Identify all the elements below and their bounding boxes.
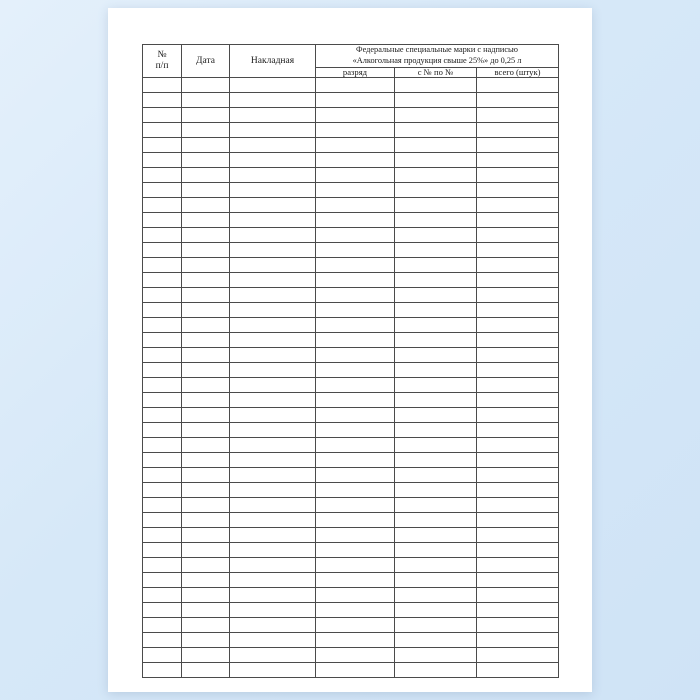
- table-cell[interactable]: [316, 543, 395, 558]
- table-cell[interactable]: [143, 348, 182, 363]
- table-cell[interactable]: [395, 633, 477, 648]
- table-cell[interactable]: [143, 318, 182, 333]
- table-cell[interactable]: [182, 438, 230, 453]
- table-cell[interactable]: [230, 603, 316, 618]
- table-cell[interactable]: [395, 648, 477, 663]
- table-cell[interactable]: [395, 408, 477, 423]
- table-row: [143, 363, 559, 378]
- table-row: [143, 303, 559, 318]
- table-cell[interactable]: [182, 573, 230, 588]
- table-cell[interactable]: [477, 273, 559, 288]
- table-cell[interactable]: [182, 213, 230, 228]
- table-cell[interactable]: [182, 78, 230, 93]
- table-cell[interactable]: [395, 543, 477, 558]
- table-row: [143, 393, 559, 408]
- table-cell[interactable]: [143, 288, 182, 303]
- table-row: [143, 423, 559, 438]
- column-header-range: с № по №: [395, 67, 477, 78]
- table-cell[interactable]: [395, 273, 477, 288]
- table-cell[interactable]: [143, 663, 182, 678]
- table-cell[interactable]: [143, 618, 182, 633]
- table-cell[interactable]: [395, 243, 477, 258]
- table-cell[interactable]: [230, 183, 316, 198]
- table-cell[interactable]: [143, 498, 182, 513]
- table-cell[interactable]: [395, 573, 477, 588]
- table-row: [143, 453, 559, 468]
- table-cell[interactable]: [182, 543, 230, 558]
- table-cell[interactable]: [182, 348, 230, 363]
- table-cell[interactable]: [395, 213, 477, 228]
- table-cell[interactable]: [477, 513, 559, 528]
- table-cell[interactable]: [477, 363, 559, 378]
- table-cell[interactable]: [143, 168, 182, 183]
- table-row: [143, 153, 559, 168]
- table-cell[interactable]: [477, 288, 559, 303]
- table-cell[interactable]: [395, 123, 477, 138]
- table-cell[interactable]: [395, 603, 477, 618]
- table-cell[interactable]: [395, 198, 477, 213]
- table-cell[interactable]: [230, 618, 316, 633]
- table-cell[interactable]: [182, 153, 230, 168]
- table-cell[interactable]: [143, 303, 182, 318]
- table-cell[interactable]: [182, 303, 230, 318]
- table-cell[interactable]: [316, 663, 395, 678]
- table-cell[interactable]: [395, 423, 477, 438]
- table-cell[interactable]: [316, 138, 395, 153]
- table-cell[interactable]: [143, 138, 182, 153]
- table-cell[interactable]: [316, 93, 395, 108]
- table-cell[interactable]: [316, 558, 395, 573]
- table-row: [143, 498, 559, 513]
- table-row: [143, 138, 559, 153]
- table-cell[interactable]: [182, 183, 230, 198]
- table-cell[interactable]: [143, 438, 182, 453]
- table-cell[interactable]: [395, 618, 477, 633]
- table-cell[interactable]: [395, 318, 477, 333]
- table-row: [143, 273, 559, 288]
- document-page: [108, 8, 592, 692]
- table-cell[interactable]: [316, 363, 395, 378]
- table-cell[interactable]: [182, 108, 230, 123]
- table-cell[interactable]: [182, 423, 230, 438]
- table-cell[interactable]: [143, 258, 182, 273]
- table-cell[interactable]: [230, 153, 316, 168]
- table-cell[interactable]: [182, 648, 230, 663]
- table-cell[interactable]: [395, 183, 477, 198]
- table-cell[interactable]: [477, 558, 559, 573]
- table-cell[interactable]: [395, 288, 477, 303]
- table-cell[interactable]: [143, 78, 182, 93]
- table-cell[interactable]: [316, 333, 395, 348]
- table-row: [143, 258, 559, 273]
- table-cell[interactable]: [316, 453, 395, 468]
- table-cell[interactable]: [477, 633, 559, 648]
- column-group-header-stamps: [316, 45, 559, 68]
- table-cell[interactable]: [316, 153, 395, 168]
- table-cell[interactable]: [182, 633, 230, 648]
- table-cell[interactable]: [143, 108, 182, 123]
- table-cell[interactable]: [477, 123, 559, 138]
- table-cell[interactable]: [230, 318, 316, 333]
- table-cell[interactable]: [477, 603, 559, 618]
- table-cell[interactable]: [143, 453, 182, 468]
- table-cell[interactable]: [230, 138, 316, 153]
- table-row: [143, 633, 559, 648]
- table-cell[interactable]: [316, 468, 395, 483]
- table-cell[interactable]: [316, 303, 395, 318]
- table-cell[interactable]: [316, 243, 395, 258]
- table-cell[interactable]: [230, 303, 316, 318]
- table-cell[interactable]: [143, 273, 182, 288]
- table-cell[interactable]: [477, 423, 559, 438]
- table-cell[interactable]: [230, 588, 316, 603]
- table-cell[interactable]: [395, 303, 477, 318]
- table-cell[interactable]: [477, 648, 559, 663]
- table-row: [143, 543, 559, 558]
- table-cell[interactable]: [230, 498, 316, 513]
- table-cell[interactable]: [143, 558, 182, 573]
- table-cell[interactable]: [316, 198, 395, 213]
- table-cell[interactable]: [477, 543, 559, 558]
- table-row: [143, 558, 559, 573]
- table-cell[interactable]: [182, 333, 230, 348]
- table-cell[interactable]: [143, 243, 182, 258]
- table-cell[interactable]: [182, 243, 230, 258]
- table-cell[interactable]: [230, 228, 316, 243]
- table-cell[interactable]: [230, 258, 316, 273]
- table-cell[interactable]: [143, 633, 182, 648]
- table-cell[interactable]: [477, 318, 559, 333]
- table-row: [143, 288, 559, 303]
- table-cell[interactable]: [316, 288, 395, 303]
- table-row: [143, 483, 559, 498]
- table-row: [143, 348, 559, 363]
- table-row: [143, 618, 559, 633]
- table-cell[interactable]: [230, 213, 316, 228]
- table-cell[interactable]: [143, 93, 182, 108]
- table-cell[interactable]: [182, 588, 230, 603]
- column-header-number-line1: №: [157, 50, 167, 61]
- table-row: [143, 78, 559, 93]
- table-cell[interactable]: [477, 408, 559, 423]
- table-cell[interactable]: [230, 543, 316, 558]
- table-cell[interactable]: [316, 513, 395, 528]
- table-cell[interactable]: [477, 393, 559, 408]
- table-cell[interactable]: [477, 213, 559, 228]
- table-cell[interactable]: [316, 483, 395, 498]
- table-cell[interactable]: [230, 288, 316, 303]
- table-cell[interactable]: [182, 513, 230, 528]
- table-cell[interactable]: [143, 183, 182, 198]
- table-cell[interactable]: [395, 663, 477, 678]
- table-cell[interactable]: [182, 378, 230, 393]
- table-cell[interactable]: [182, 363, 230, 378]
- table-cell[interactable]: [395, 93, 477, 108]
- table-row: [143, 243, 559, 258]
- header-row-main: [143, 45, 559, 68]
- table-row: [143, 108, 559, 123]
- column-header-number: [143, 45, 182, 78]
- table-row: [143, 528, 559, 543]
- table-cell[interactable]: [395, 468, 477, 483]
- table-cell[interactable]: [316, 273, 395, 288]
- table-cell[interactable]: [230, 573, 316, 588]
- table-cell[interactable]: [316, 408, 395, 423]
- table-cell[interactable]: [143, 393, 182, 408]
- table-cell[interactable]: [477, 303, 559, 318]
- table-cell[interactable]: [143, 468, 182, 483]
- table-cell[interactable]: [182, 258, 230, 273]
- table-row: [143, 213, 559, 228]
- table-row: [143, 198, 559, 213]
- column-header-rank: разряд: [316, 67, 395, 78]
- table-cell[interactable]: [477, 468, 559, 483]
- table-row: [143, 183, 559, 198]
- table-cell[interactable]: [230, 468, 316, 483]
- table-cell[interactable]: [316, 78, 395, 93]
- table-cell[interactable]: [477, 663, 559, 678]
- table-cell[interactable]: [316, 348, 395, 363]
- table-cell[interactable]: [477, 243, 559, 258]
- table-cell[interactable]: [395, 153, 477, 168]
- table-cell[interactable]: [477, 528, 559, 543]
- table-cell[interactable]: [395, 258, 477, 273]
- table-cell[interactable]: [395, 168, 477, 183]
- table-row: [143, 513, 559, 528]
- table-cell[interactable]: [477, 153, 559, 168]
- table-cell[interactable]: [395, 453, 477, 468]
- table-cell[interactable]: [477, 573, 559, 588]
- table-cell[interactable]: [182, 528, 230, 543]
- table-cell[interactable]: [316, 213, 395, 228]
- table-cell[interactable]: [143, 408, 182, 423]
- table-cell[interactable]: [230, 273, 316, 288]
- table-row: [143, 603, 559, 618]
- table-cell[interactable]: [316, 318, 395, 333]
- table-cell[interactable]: [316, 498, 395, 513]
- table-cell[interactable]: [316, 123, 395, 138]
- table-cell[interactable]: [230, 483, 316, 498]
- table-cell[interactable]: [477, 588, 559, 603]
- table-cell[interactable]: [316, 573, 395, 588]
- table-cell[interactable]: [230, 168, 316, 183]
- table-cell[interactable]: [182, 453, 230, 468]
- table-cell[interactable]: [316, 603, 395, 618]
- table-cell[interactable]: [230, 423, 316, 438]
- table-cell[interactable]: [230, 123, 316, 138]
- table-cell[interactable]: [182, 408, 230, 423]
- table-cell[interactable]: [230, 408, 316, 423]
- table-cell[interactable]: [143, 648, 182, 663]
- table-cell[interactable]: [230, 633, 316, 648]
- table-cell[interactable]: [316, 618, 395, 633]
- table-cell[interactable]: [395, 363, 477, 378]
- table-cell[interactable]: [182, 618, 230, 633]
- table-cell[interactable]: [230, 528, 316, 543]
- table-cell[interactable]: [477, 483, 559, 498]
- table-cell[interactable]: [143, 423, 182, 438]
- table-cell[interactable]: [230, 348, 316, 363]
- table-cell[interactable]: [230, 78, 316, 93]
- table-cell[interactable]: [477, 333, 559, 348]
- table-cell[interactable]: [316, 228, 395, 243]
- table-cell[interactable]: [316, 168, 395, 183]
- table-cell[interactable]: [395, 498, 477, 513]
- table-cell[interactable]: [395, 588, 477, 603]
- table-cell[interactable]: [230, 648, 316, 663]
- table-cell[interactable]: [182, 393, 230, 408]
- table-cell[interactable]: [395, 513, 477, 528]
- table-cell[interactable]: [395, 333, 477, 348]
- table-row: [143, 123, 559, 138]
- table-cell[interactable]: [143, 528, 182, 543]
- table-cell[interactable]: [316, 633, 395, 648]
- table-cell[interactable]: [477, 138, 559, 153]
- register-table: [142, 44, 559, 678]
- table-cell[interactable]: [143, 198, 182, 213]
- table-row: [143, 438, 559, 453]
- table-cell[interactable]: [143, 483, 182, 498]
- table-cell[interactable]: [316, 438, 395, 453]
- table-cell[interactable]: [143, 228, 182, 243]
- table-cell[interactable]: [477, 498, 559, 513]
- table-cell[interactable]: [477, 198, 559, 213]
- table-row: [143, 573, 559, 588]
- table-cell[interactable]: [477, 258, 559, 273]
- table-cell[interactable]: [143, 603, 182, 618]
- table-cell[interactable]: [143, 153, 182, 168]
- table-cell[interactable]: [182, 198, 230, 213]
- table-cell[interactable]: [182, 138, 230, 153]
- table-cell[interactable]: [477, 168, 559, 183]
- table-cell[interactable]: [230, 393, 316, 408]
- table-cell[interactable]: [395, 378, 477, 393]
- table-cell[interactable]: [477, 438, 559, 453]
- table-cell[interactable]: [477, 378, 559, 393]
- table-cell[interactable]: [143, 588, 182, 603]
- table-cell[interactable]: [477, 348, 559, 363]
- table-row: [143, 588, 559, 603]
- column-header-invoice: Накладная: [230, 45, 316, 78]
- table-row: [143, 93, 559, 108]
- table-row: [143, 228, 559, 243]
- table-cell[interactable]: [230, 198, 316, 213]
- table-cell[interactable]: [316, 588, 395, 603]
- table-cell[interactable]: [182, 468, 230, 483]
- table-row: [143, 468, 559, 483]
- table-head: [143, 45, 559, 78]
- table-cell[interactable]: [143, 213, 182, 228]
- table-cell[interactable]: [395, 528, 477, 543]
- table-cell[interactable]: [182, 318, 230, 333]
- table-cell[interactable]: [182, 228, 230, 243]
- table-row: [143, 168, 559, 183]
- table-cell[interactable]: [143, 363, 182, 378]
- table-row: [143, 333, 559, 348]
- table-cell[interactable]: [395, 228, 477, 243]
- table-cell[interactable]: [477, 618, 559, 633]
- table-row: [143, 408, 559, 423]
- table-cell[interactable]: [477, 78, 559, 93]
- table-cell[interactable]: [182, 483, 230, 498]
- table-cell[interactable]: [182, 663, 230, 678]
- table-cell[interactable]: [182, 498, 230, 513]
- table-cell[interactable]: [143, 543, 182, 558]
- table-cell[interactable]: [316, 528, 395, 543]
- table-cell[interactable]: [230, 663, 316, 678]
- table-cell[interactable]: [316, 393, 395, 408]
- table-cell[interactable]: [395, 108, 477, 123]
- table-cell[interactable]: [230, 363, 316, 378]
- table-cell[interactable]: [230, 438, 316, 453]
- table-cell[interactable]: [395, 138, 477, 153]
- table-cell[interactable]: [316, 648, 395, 663]
- table-cell[interactable]: [477, 228, 559, 243]
- table-cell[interactable]: [316, 108, 395, 123]
- table-cell[interactable]: [230, 93, 316, 108]
- table-body: [143, 78, 559, 678]
- table-cell[interactable]: [230, 558, 316, 573]
- table-container: [142, 44, 558, 678]
- table-cell[interactable]: [143, 513, 182, 528]
- table-cell[interactable]: [395, 78, 477, 93]
- table-cell[interactable]: [143, 333, 182, 348]
- group-header-line1: Федеральные специальные марки с надписью: [356, 45, 518, 54]
- table-cell[interactable]: [182, 288, 230, 303]
- table-cell[interactable]: [230, 243, 316, 258]
- table-cell[interactable]: [395, 438, 477, 453]
- table-row: [143, 378, 559, 393]
- table-cell[interactable]: [182, 603, 230, 618]
- table-cell[interactable]: [477, 93, 559, 108]
- table-cell[interactable]: [395, 393, 477, 408]
- table-cell[interactable]: [230, 108, 316, 123]
- table-cell[interactable]: [316, 378, 395, 393]
- table-cell[interactable]: [230, 453, 316, 468]
- table-row: [143, 648, 559, 663]
- column-header-date: Дата: [182, 45, 230, 78]
- table-cell[interactable]: [182, 93, 230, 108]
- column-header-number-line2: п/п: [155, 61, 169, 72]
- table-row: [143, 318, 559, 333]
- table-cell[interactable]: [316, 423, 395, 438]
- table-cell[interactable]: [477, 108, 559, 123]
- table-cell[interactable]: [477, 183, 559, 198]
- table-cell[interactable]: [230, 513, 316, 528]
- table-cell[interactable]: [143, 378, 182, 393]
- table-cell[interactable]: [182, 558, 230, 573]
- table-cell[interactable]: [182, 168, 230, 183]
- table-cell[interactable]: [230, 378, 316, 393]
- table-cell[interactable]: [143, 123, 182, 138]
- table-row: [143, 663, 559, 678]
- table-cell[interactable]: [316, 258, 395, 273]
- table-cell[interactable]: [477, 453, 559, 468]
- table-cell[interactable]: [182, 123, 230, 138]
- table-cell[interactable]: [395, 558, 477, 573]
- table-cell[interactable]: [182, 273, 230, 288]
- column-header-total: всего (штук): [477, 67, 559, 78]
- table-cell[interactable]: [230, 333, 316, 348]
- table-cell[interactable]: [316, 183, 395, 198]
- table-cell[interactable]: [395, 483, 477, 498]
- table-cell[interactable]: [395, 348, 477, 363]
- group-header-line2: «Алкогольная продукция свыше 25%» до 0,25 л: [352, 55, 522, 65]
- table-cell[interactable]: [143, 573, 182, 588]
